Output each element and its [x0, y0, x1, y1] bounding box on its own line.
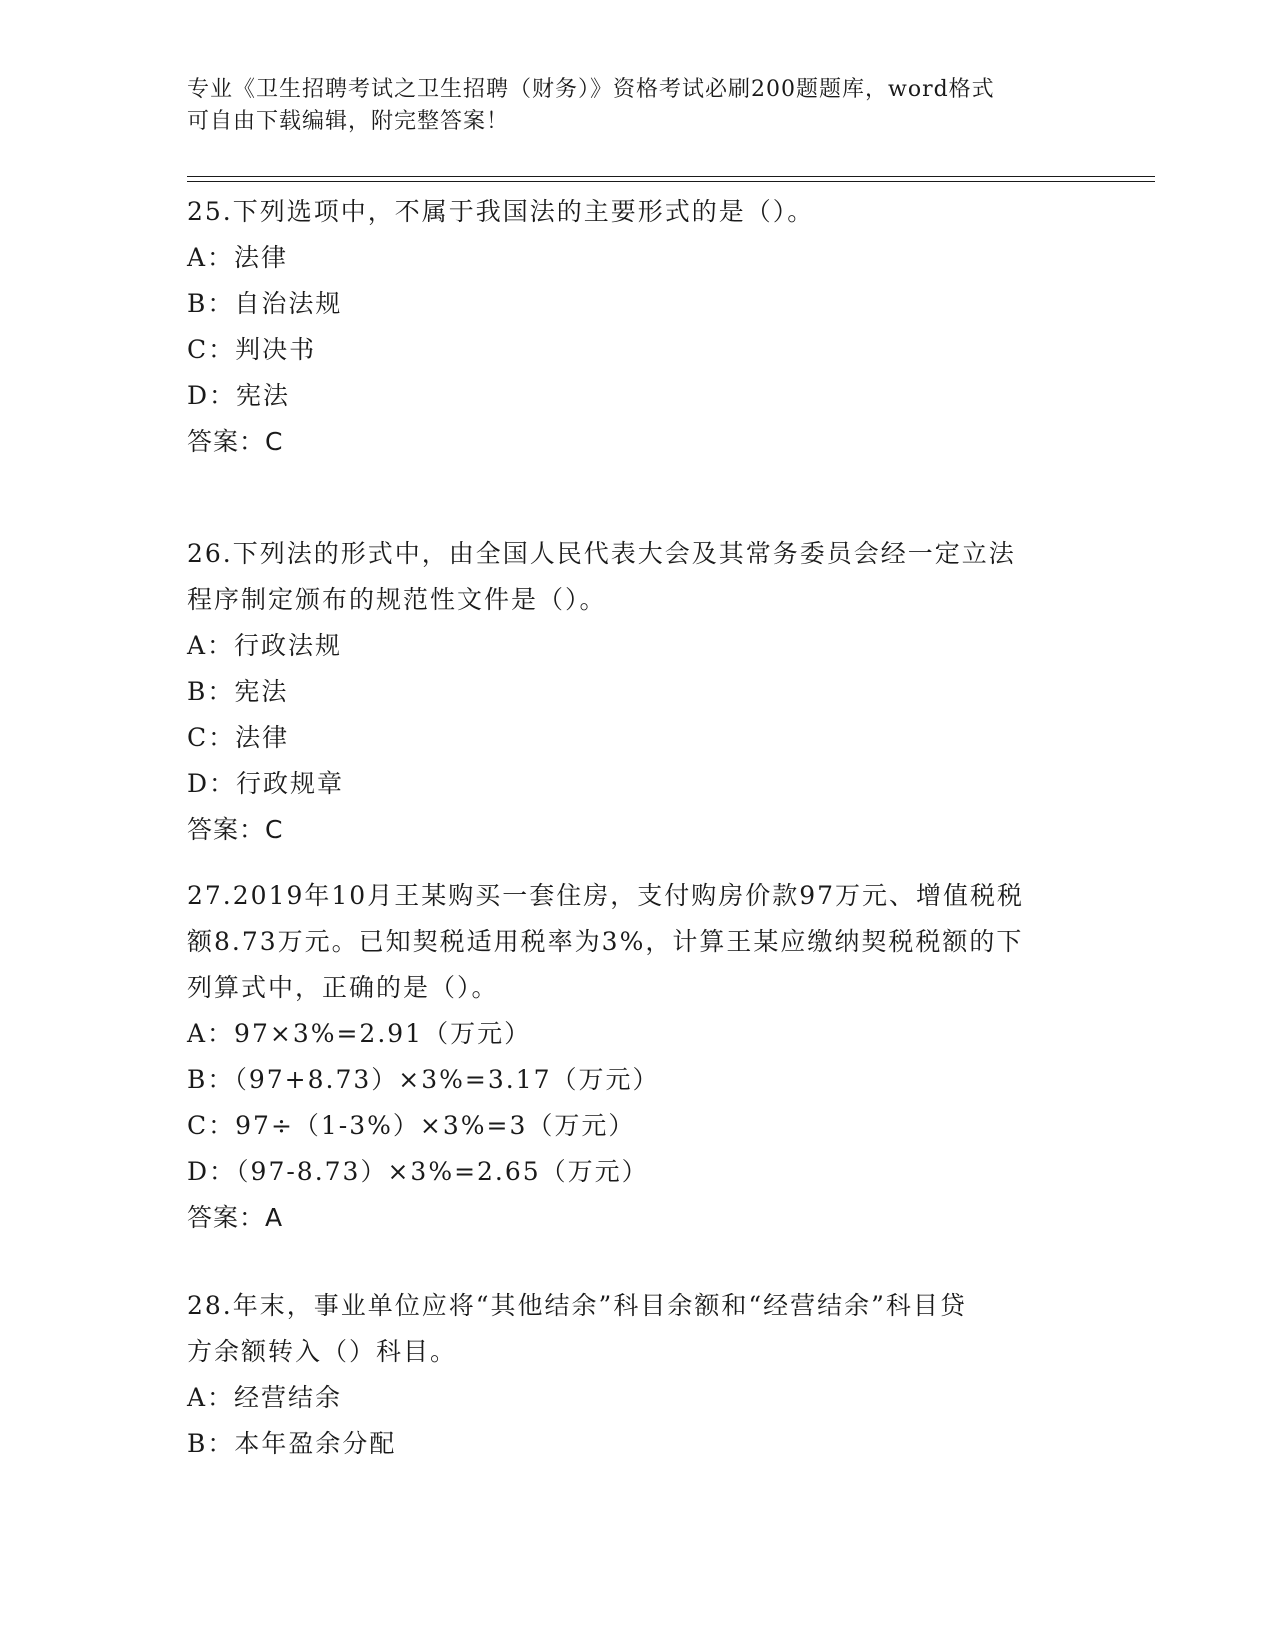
document-header: [187, 74, 1067, 138]
option-a: A：法律: [187, 243, 289, 272]
option-c: C：法律: [187, 723, 290, 752]
question-stem: 列算式中，正确的是（）。: [187, 973, 499, 1002]
option-d: D：宪法: [187, 381, 291, 410]
header-title-line-1: 专业《卫生招聘考试之卫生招聘（财务）》资格考试必刷200题题库，word格式: [187, 77, 995, 102]
option-b: B：宪法: [187, 677, 289, 706]
question-27: [187, 873, 1087, 1241]
option-c: C：判决书: [187, 335, 317, 364]
question-stem: 25.下列选项中，不属于我国法的主要形式的是（）。: [187, 197, 815, 226]
option-c: C：97÷（1-3%）×3%=3（万元）: [187, 1111, 636, 1140]
question-stem: 方余额转入（）科目。: [187, 1337, 458, 1366]
question-stem: 28.年末，事业单位应将“其他结余”科目余额和“经营结余”科目贷: [187, 1291, 967, 1320]
option-d: D：行政规章: [187, 769, 345, 798]
header-divider-bottom: [187, 181, 1155, 182]
answer: 答案：C: [187, 427, 284, 456]
option-d: D：（97-8.73）×3%=2.65（万元）: [187, 1157, 649, 1186]
option-a: A：经营结余: [187, 1383, 343, 1412]
question-28: [187, 1283, 1087, 1467]
question-stem: 26.下列法的形式中，由全国人民代表大会及其常务委员会经一定立法: [187, 539, 1016, 568]
header-divider-top: [187, 176, 1155, 177]
question-stem: 额8.73万元。已知契税适用税率为3%，计算王某应缴纳契税税额的下: [187, 927, 1024, 956]
question-stem: 27.2019年10月王某购买一套住房，支付购房价款97万元、增值税税: [187, 881, 1025, 910]
option-b: B：（97+8.73）×3%=3.17（万元）: [187, 1065, 660, 1094]
answer: 答案：A: [187, 1203, 284, 1232]
option-a: A：97×3%=2.91（万元）: [187, 1019, 532, 1048]
answer: 答案：C: [187, 815, 284, 844]
option-a: A：行政法规: [187, 631, 343, 660]
header-title-line-2: 可自由下载编辑，附完整答案！: [187, 109, 510, 134]
option-b: B：自治法规: [187, 289, 343, 318]
option-b: B：本年盈余分配: [187, 1429, 397, 1458]
question-25: [187, 189, 1087, 465]
question-stem: 程序制定颁布的规范性文件是（）。: [187, 585, 607, 614]
question-26: [187, 531, 1087, 853]
